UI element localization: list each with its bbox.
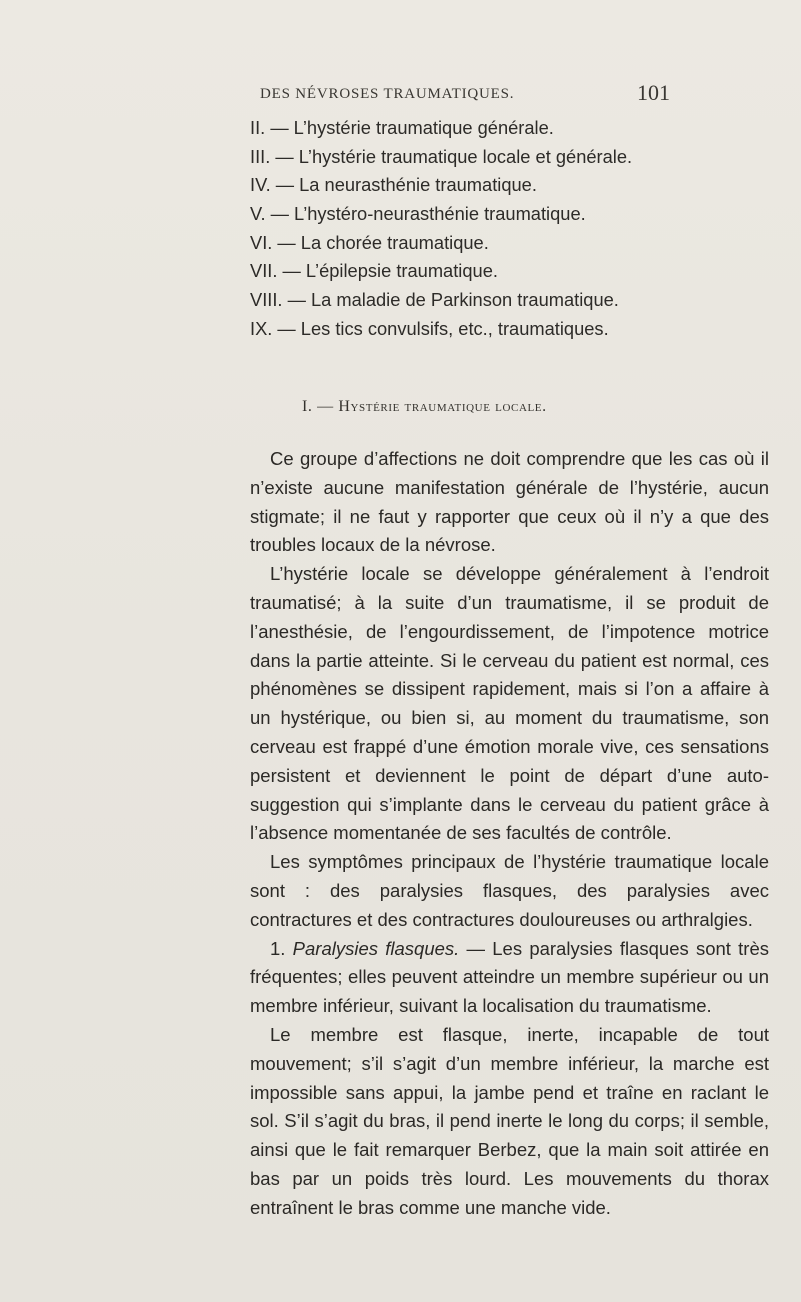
running-title: DES NÉVROSES TRAUMATIQUES. xyxy=(260,86,515,102)
running-head xyxy=(0,80,801,110)
chapter-contents-list xyxy=(250,114,770,344)
contents-item-8: VIII. — La maladie de Parkinson traumatique. xyxy=(250,289,619,311)
contents-item-7: VII. — L’épilepsie traumatique. xyxy=(250,260,498,282)
subsection-text: — Les paralysies flasques sont très fréquentes; elles peuvent atteindre un membre supérieur ou un membre inférieur, suivant la localisation du traumatisme. xyxy=(250,937,770,1017)
contents-item-3: III. — L’hystérie traumatique locale et générale. xyxy=(250,145,633,167)
paragraph-local-hysteria: L’hystérie locale se développe généralement à l’endroit traumatisé; à la suite d’un traumatisme, il se produit de l’anesthésie, de l’engourdissement, de l’impotence motrice dans la partie atteinte. Si le cerveau du patient est normal, ces phénomènes se dissipent rapidement, mais si l’on a affaire à un hystérique, ou bien si, au moment du traumatisme, son cerveau est frappé d’une émotion morale vive, ces sensations persistent et deviennent le point de départ d’une auto-suggestion qui s’implante dans le cerveau du patient grâce à l’absence momentanée de ses facultés de contrôle. xyxy=(250,563,769,844)
section-body xyxy=(250,445,769,1223)
contents-item-9: IX. — Les tics convulsifs, etc., traumatiques. xyxy=(250,317,609,339)
contents-item-2: II. — L’hystérie traumatique générale. xyxy=(250,117,554,138)
contents-item-6: VI. — La chorée traumatique. xyxy=(250,231,489,253)
paragraph-symptoms: Les symptômes principaux de l’hystérie traumatique locale sont : des paralysies flasques, des paralysies avec contractures et des contractures douloureuses ou arthralgies. xyxy=(250,851,769,930)
paragraph-limb-description: Le membre est flasque, inerte, incapable de tout mouvement; s’il s’agit d’un membre inférieur, la marche est impossible sans appui, la jambe pend et traîne en raclant le sol. S’il s’agit du bras, il pend inerte le long du corps; il semble, ainsi que le fait remarquer Berbez, que la main soit attirée en bas par un poids très lourd. Les mouvements du thorax entraînent le bras comme une manche vide. xyxy=(250,1023,769,1218)
section-heading: I. — Hystérie traumatique locale. xyxy=(302,398,547,415)
contents-item-5: V. — L’hystéro-neurasthénie traumatique. xyxy=(250,203,586,225)
paragraph-intro: Ce groupe d’affections ne doit comprendre que les cas où il n’existe aucune manifestation générale de l’hystérie, aucun stigmate; il ne faut y rapporter que ceux où il n’y a que des troubles locaux de la névrose. xyxy=(250,448,769,556)
paragraph-flaccid-paralysis xyxy=(250,935,769,1021)
subsection-label: Paralysies flasques. xyxy=(292,937,460,959)
subsection-number: 1. xyxy=(270,937,286,959)
contents-item-4: IV. — La neurasthénie traumatique. xyxy=(250,174,537,196)
page-number: 101 xyxy=(637,80,670,105)
